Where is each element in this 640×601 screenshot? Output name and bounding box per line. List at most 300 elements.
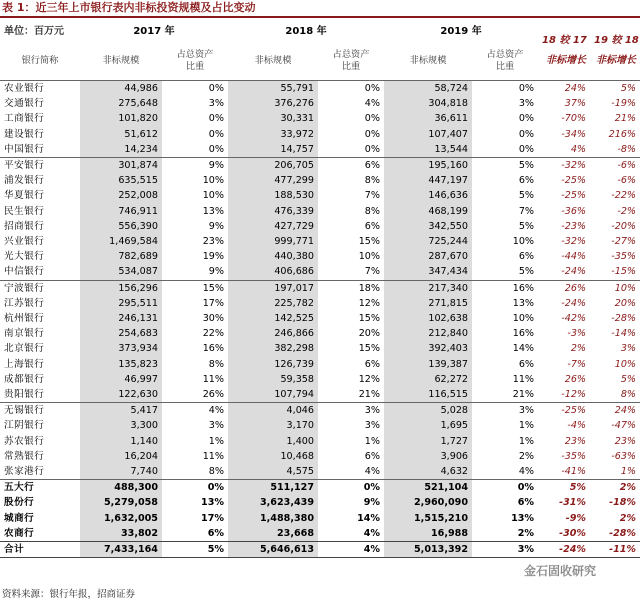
growth-18vs17: -34% (561, 128, 587, 140)
share-2019: 1% (518, 435, 535, 447)
growth-19vs18: -15% (611, 266, 637, 278)
scale-2018: 511,127 (228, 480, 318, 496)
table-row (0, 81, 640, 97)
bank-name: 江阴银行 (4, 420, 45, 432)
scale-2019: 3,906 (384, 449, 472, 464)
bank-name: 浦发银行 (4, 175, 45, 187)
share-2018: 14% (357, 512, 381, 524)
scale-header-2019: 非标规模 (409, 55, 447, 66)
share-2019: 10% (512, 313, 535, 325)
scale-2019: 392,403 (384, 341, 472, 356)
bank-name: 上海银行 (4, 358, 45, 370)
scale-2019: 5,028 (384, 403, 472, 419)
year-2017: 2017 年 (133, 26, 175, 37)
scale-2019: 271,815 (384, 296, 472, 311)
share-2017: 17% (201, 512, 225, 524)
table-row (0, 173, 640, 188)
scale-2018: 1,400 (228, 434, 318, 449)
scale-2017: 46,997 (80, 372, 162, 387)
share-2017: 3% (208, 420, 225, 432)
growth-18vs17: -31% (559, 497, 587, 509)
share-2017: 23% (202, 236, 225, 248)
share-2019: 3% (472, 542, 538, 558)
bank-name: 平安银行 (0, 158, 80, 174)
growth-18vs17: -24% (561, 266, 587, 278)
share-2018: 6% (364, 358, 381, 370)
growth-18vs17: -23% (561, 220, 587, 232)
scale-2017: 44,986 (80, 81, 162, 97)
share-2019: 2% (517, 527, 535, 539)
year-2019: 2019 年 (440, 26, 482, 37)
growth-19vs18: -47% (611, 420, 637, 432)
share-2019: 0% (518, 128, 535, 140)
scale-2017: 635,515 (80, 173, 162, 188)
share-2017: 4% (162, 403, 228, 419)
share-2019: 6% (518, 358, 535, 370)
scale-2018: 476,339 (228, 204, 318, 219)
scale-2017: 16,204 (80, 449, 162, 464)
scale-2018: 30,331 (228, 111, 318, 126)
growth-19vs18: -18% (609, 497, 637, 509)
table-row (0, 372, 640, 387)
scale-2018: 107,794 (228, 387, 318, 403)
share-2018: 7% (364, 190, 381, 202)
table-row (0, 311, 640, 326)
scale-2017: 122,630 (80, 387, 162, 403)
table-row (0, 249, 640, 264)
scale-2019: 58,724 (384, 81, 472, 97)
scale-2017: 156,296 (80, 280, 162, 296)
scale-2018: 225,782 (228, 296, 318, 311)
nonstandard-investment-table (0, 22, 640, 558)
growth-19vs18: -28% (609, 527, 637, 539)
growth-18vs17: 26% (564, 373, 587, 385)
table-row (0, 296, 640, 311)
share-2018: 8% (364, 205, 381, 217)
share-2019: 10% (512, 236, 535, 248)
growth-19vs18: -63% (611, 450, 637, 462)
watermark: 金石固收研究 (524, 564, 597, 578)
scale-2017: 14,234 (80, 142, 162, 158)
scale-2017: 246,131 (80, 311, 162, 326)
scale-2017: 556,390 (80, 219, 162, 234)
growth-19vs18: 1% (620, 466, 637, 478)
scale-2018: 14,757 (228, 142, 318, 158)
growth-18vs17: -32% (561, 236, 587, 248)
growth-18vs17: -36% (561, 205, 587, 217)
scale-2017: 488,300 (80, 480, 162, 496)
growth-18vs17: -35% (561, 450, 587, 462)
share-2019: 5% (518, 220, 535, 232)
share-2017: 0% (162, 81, 228, 97)
scale-2018: 3,623,439 (228, 495, 318, 510)
share-2017: 10% (202, 175, 225, 187)
bank-name: 成都银行 (4, 373, 45, 385)
growth-18vs17: 24% (538, 81, 590, 97)
table-row (0, 127, 640, 142)
bank-name: 常熟银行 (4, 450, 45, 462)
bank-name: 民生银行 (4, 205, 45, 217)
share-header-2019: 占总资产 比重 (486, 49, 524, 72)
share-2018: 18% (318, 280, 384, 296)
share-2018: 10% (358, 251, 381, 263)
scale-2019: 13,544 (384, 142, 472, 158)
growth-18vs17: 4% (570, 143, 587, 155)
scale-2019: 1,515,210 (384, 511, 472, 526)
bank-name: 农业银行 (0, 81, 80, 97)
summary-row (0, 511, 640, 526)
share-2018: 6% (318, 158, 384, 174)
growth-19vs18: -14% (611, 328, 637, 340)
scale-2018: 1,488,380 (228, 511, 318, 526)
bank-name: 北京银行 (4, 343, 45, 355)
share-2017: 16% (202, 343, 225, 355)
unit-label: 单位：百万元 (4, 26, 64, 37)
growth-19vs18: 10% (614, 358, 637, 370)
scale-2018: 382,298 (228, 341, 318, 356)
growth-19vs18: 2% (590, 480, 640, 496)
summary-row (0, 495, 640, 510)
scale-2017: 5,279,058 (80, 495, 162, 510)
scale-2017: 254,683 (80, 326, 162, 341)
share-2019: 16% (472, 280, 538, 296)
share-2018: 3% (364, 420, 381, 432)
growth-19vs18: 23% (614, 435, 637, 447)
growth-18vs17: -41% (561, 466, 587, 478)
bank-name: 工商银行 (4, 113, 45, 125)
table-row (0, 142, 640, 158)
growth-19vs18: 10% (590, 280, 640, 296)
scale-2019: 725,244 (384, 234, 472, 249)
table-row (0, 357, 640, 372)
growth-19vs18: -20% (611, 220, 637, 232)
scale-2017: 252,008 (80, 188, 162, 203)
table-title: 表 1：近三年上市银行表内非标投资规模及占比变动 (0, 0, 640, 18)
share-2018: 8% (364, 175, 381, 187)
scale-2017: 101,820 (80, 111, 162, 126)
share-2017: 3% (208, 98, 225, 110)
scale-2018: 999,771 (228, 234, 318, 249)
share-2019: 4% (518, 466, 535, 478)
scale-2017: 1,469,584 (80, 234, 162, 249)
scale-2019: 36,611 (384, 111, 472, 126)
summary-row (0, 480, 640, 496)
bank-name: 中信银行 (4, 266, 45, 278)
scale-2018: 33,972 (228, 127, 318, 142)
scale-header-2018: 非标规模 (254, 55, 292, 66)
bank-name: 建设银行 (4, 128, 45, 140)
share-2019: 3% (472, 403, 538, 419)
growth-18vs17: -44% (561, 251, 587, 263)
scale-2019: 116,515 (384, 387, 472, 403)
scale-2018: 4,575 (228, 464, 318, 480)
year-2018: 2018 年 (285, 26, 327, 37)
growth-18vs17: -3% (567, 328, 587, 340)
scale-2018: 3,170 (228, 418, 318, 433)
growth-19vs18: 5% (590, 81, 640, 97)
year-header-row (0, 22, 640, 42)
bank-name: 无锡银行 (0, 403, 80, 419)
scale-2018: 23,668 (228, 526, 318, 542)
share-2018: 0% (364, 113, 381, 125)
share-2019: 16% (512, 328, 535, 340)
growth-18vs17: 23% (564, 435, 587, 447)
table-row (0, 326, 640, 341)
growth-19vs18: -6% (590, 158, 640, 174)
cmp-header-19vs18: 19 较 18 非标增长 (594, 35, 639, 66)
share-2019: 3% (518, 98, 535, 110)
scale-2017: 1,632,005 (80, 511, 162, 526)
share-2017: 1% (208, 435, 225, 447)
share-2019: 6% (518, 251, 535, 263)
growth-19vs18: 24% (590, 403, 640, 419)
bank-name: 苏农银行 (4, 435, 45, 447)
share-2018: 21% (358, 389, 381, 401)
share-2017: 9% (162, 158, 228, 174)
share-2017: 9% (208, 266, 225, 278)
share-2018: 15% (358, 236, 381, 248)
share-2019: 0% (518, 143, 535, 155)
scale-2019: 521,104 (384, 480, 472, 496)
scale-2019: 212,840 (384, 326, 472, 341)
scale-2018: 142,525 (228, 311, 318, 326)
growth-19vs18: 8% (620, 389, 637, 401)
scale-2018: 206,705 (228, 158, 318, 174)
scale-2019: 195,160 (384, 158, 472, 174)
share-2018: 20% (358, 328, 381, 340)
growth-19vs18: -35% (611, 251, 637, 263)
scale-2019: 447,197 (384, 173, 472, 188)
share-2018: 6% (364, 450, 381, 462)
growth-19vs18: -8% (617, 143, 637, 155)
growth-19vs18: -27% (611, 236, 637, 248)
scale-2019: 304,818 (384, 96, 472, 111)
growth-19vs18: 21% (614, 113, 637, 125)
share-2019: 0% (518, 113, 535, 125)
scale-2017: 782,689 (80, 249, 162, 264)
cmp-header-18vs17: 18 较 17 非标增长 (542, 35, 587, 66)
source-note: 资料来源：银行年报，招商证券 (2, 589, 136, 600)
scale-2019: 1,727 (384, 434, 472, 449)
share-2019: 21% (512, 389, 535, 401)
scale-2019: 1,695 (384, 418, 472, 433)
table-row (0, 418, 640, 433)
table-row (0, 449, 640, 464)
growth-18vs17: -7% (567, 358, 587, 370)
scale-2019: 347,434 (384, 264, 472, 280)
bank-name: 兴业银行 (4, 236, 45, 248)
scale-2018: 477,299 (228, 173, 318, 188)
scale-2018: 406,686 (228, 264, 318, 280)
share-2018: 3% (318, 403, 384, 419)
scale-2017: 33,802 (80, 526, 162, 542)
scale-2017: 7,740 (80, 464, 162, 480)
scale-2019: 2,960,090 (384, 495, 472, 510)
scale-2019: 146,636 (384, 188, 472, 203)
bank-name: 招商银行 (4, 220, 45, 232)
scale-2018: 4,046 (228, 403, 318, 419)
share-2017: 10% (202, 190, 225, 202)
growth-19vs18: -28% (611, 313, 637, 325)
scale-2017: 373,934 (80, 341, 162, 356)
scale-2017: 5,417 (80, 403, 162, 419)
share-header-2018: 占总资产 比重 (332, 49, 370, 72)
bank-name: 农商行 (4, 527, 35, 539)
share-2019: 0% (472, 81, 538, 97)
share-2017: 6% (207, 527, 225, 539)
table-row (0, 264, 640, 280)
share-2019: 5% (472, 158, 538, 174)
growth-18vs17: 5% (538, 480, 590, 496)
share-2019: 11% (512, 373, 535, 385)
growth-18vs17: -42% (561, 313, 587, 325)
scale-2018: 197,017 (228, 280, 318, 296)
scale-2017: 1,140 (80, 434, 162, 449)
growth-19vs18: -6% (617, 175, 637, 187)
scale-2017: 3,300 (80, 418, 162, 433)
share-2019: 0% (472, 480, 538, 496)
share-2017: 5% (162, 542, 228, 558)
growth-19vs18: -11% (590, 542, 640, 558)
scale-2017: 51,612 (80, 127, 162, 142)
share-2017: 13% (202, 205, 225, 217)
share-2018: 0% (364, 143, 381, 155)
growth-18vs17: -24% (561, 297, 587, 309)
scale-2019: 5,013,392 (384, 542, 472, 558)
growth-18vs17: -30% (559, 527, 587, 539)
share-2017: 0% (208, 113, 225, 125)
share-2017: 22% (202, 328, 225, 340)
scale-2018: 440,380 (228, 249, 318, 264)
growth-18vs17: -25% (561, 175, 587, 187)
share-2018: 9% (363, 497, 381, 509)
scale-2018: 126,739 (228, 357, 318, 372)
scale-2018: 5,646,613 (228, 542, 318, 558)
bank-name: 股份行 (4, 497, 35, 509)
share-2019: 13% (512, 297, 535, 309)
scale-2019: 16,988 (384, 526, 472, 542)
bank-name: 贵阳银行 (4, 389, 45, 401)
share-2018: 15% (358, 313, 381, 325)
share-2017: 15% (162, 280, 228, 296)
share-2017: 11% (202, 373, 225, 385)
bank-name: 华夏银行 (4, 190, 45, 202)
table-row (0, 403, 640, 419)
growth-19vs18: 2% (619, 512, 637, 524)
bank-name: 光大银行 (4, 251, 45, 263)
scale-2019: 139,387 (384, 357, 472, 372)
total-row (0, 542, 640, 558)
share-2017: 11% (202, 450, 225, 462)
scale-2017: 746,911 (80, 204, 162, 219)
scale-2018: 188,530 (228, 188, 318, 203)
share-2017: 8% (208, 466, 225, 478)
bank-name: 江苏银行 (4, 297, 45, 309)
share-2017: 13% (201, 497, 225, 509)
scale-2017: 7,433,164 (80, 542, 162, 558)
scale-2019: 342,550 (384, 219, 472, 234)
scale-header-2017: 非标规模 (102, 55, 140, 66)
bank-name: 交通银行 (4, 98, 45, 110)
growth-18vs17: 2% (570, 343, 587, 355)
table-row (0, 434, 640, 449)
growth-18vs17: -25% (561, 190, 587, 202)
bank-name: 宁波银行 (0, 280, 80, 296)
share-2017: 8% (208, 358, 225, 370)
share-2018: 0% (364, 128, 381, 140)
table-row (0, 96, 640, 111)
share-2018: 0% (318, 81, 384, 97)
share-2017: 9% (208, 220, 225, 232)
bank-name: 南京银行 (4, 328, 45, 340)
share-2017: 0% (208, 128, 225, 140)
scale-2019: 217,340 (384, 280, 472, 296)
bank-name: 合计 (0, 542, 80, 558)
bank-name: 城商行 (4, 512, 35, 524)
table-row (0, 219, 640, 234)
growth-18vs17: -9% (565, 512, 587, 524)
scale-2018: 427,729 (228, 219, 318, 234)
share-2018: 4% (364, 466, 381, 478)
share-2019: 1% (518, 420, 535, 432)
scale-2018: 10,468 (228, 449, 318, 464)
share-2018: 0% (318, 480, 384, 496)
share-2018: 1% (364, 435, 381, 447)
share-2019: 5% (518, 266, 535, 278)
table-row (0, 204, 640, 219)
growth-19vs18: 216% (608, 128, 637, 140)
scale-2019: 62,272 (384, 372, 472, 387)
growth-19vs18: -19% (611, 98, 637, 110)
scale-2017: 275,648 (80, 96, 162, 111)
share-2019: 5% (518, 190, 535, 202)
share-2018: 12% (358, 297, 381, 309)
table-row (0, 341, 640, 356)
share-2018: 4% (318, 542, 384, 558)
share-2017: 0% (208, 143, 225, 155)
table-row (0, 464, 640, 480)
share-2017: 30% (202, 313, 225, 325)
share-2017: 19% (202, 251, 225, 263)
share-2019: 2% (518, 450, 535, 462)
share-2018: 7% (364, 266, 381, 278)
growth-19vs18: -22% (611, 190, 637, 202)
share-2019: 6% (518, 175, 535, 187)
summary-row (0, 526, 640, 542)
scale-2017: 295,511 (80, 296, 162, 311)
growth-18vs17: -25% (538, 403, 590, 419)
scale-2018: 246,866 (228, 326, 318, 341)
table-row (0, 387, 640, 403)
share-2019: 6% (517, 497, 535, 509)
growth-18vs17: -4% (567, 420, 587, 432)
scale-2017: 534,087 (80, 264, 162, 280)
scale-2018: 59,358 (228, 372, 318, 387)
bank-name: 中国银行 (4, 143, 45, 155)
bank-name: 张家港行 (4, 466, 45, 478)
growth-18vs17: -24% (538, 542, 590, 558)
share-2019: 14% (512, 343, 535, 355)
scale-2019: 102,638 (384, 311, 472, 326)
bank-header: 银行简称 (21, 55, 59, 66)
scale-2019: 468,199 (384, 204, 472, 219)
bank-name: 杭州银行 (4, 313, 45, 325)
scale-2018: 55,791 (228, 81, 318, 97)
growth-18vs17: -70% (561, 113, 587, 125)
growth-19vs18: 20% (614, 297, 637, 309)
growth-18vs17: -32% (538, 158, 590, 174)
table-row (0, 280, 640, 296)
